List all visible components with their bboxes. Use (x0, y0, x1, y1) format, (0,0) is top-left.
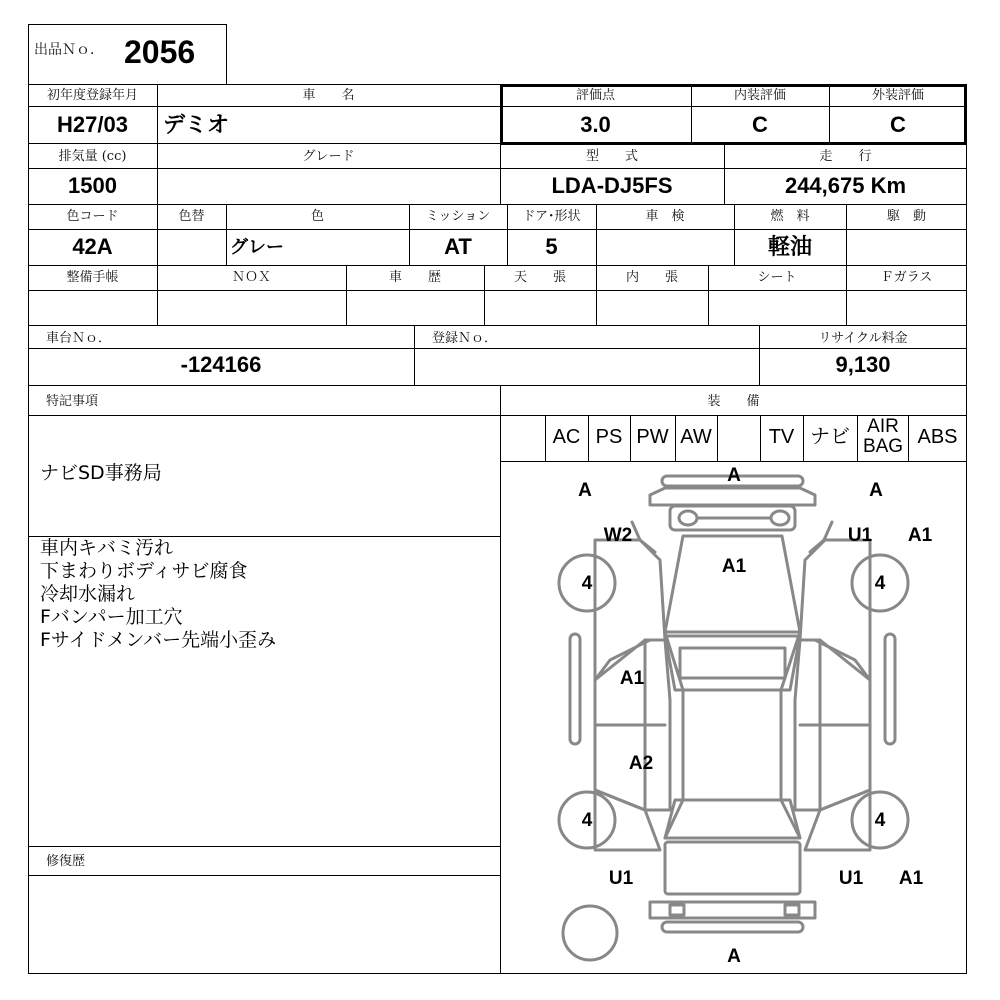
note-line: 車内キバミ汚れ (40, 537, 174, 559)
lot-number-label: 出品Ｎｏ． (34, 42, 104, 58)
color-code-value: 42A (72, 234, 113, 259)
fglass-label: Ｆガラス (880, 270, 933, 285)
chassis-value: -124166 (180, 352, 262, 377)
mark-front-left: A (578, 480, 592, 501)
equip-airbag: AIR BAG (862, 416, 904, 457)
drive-value (846, 231, 967, 263)
mark-front-right: A (869, 480, 883, 501)
inspection-value (596, 231, 734, 263)
score-value: 3.0 (580, 112, 611, 137)
mark-u1-rear-right: U1 (838, 868, 864, 889)
note-line: Fサイドメンバー先端小歪み (40, 629, 277, 651)
car-name-label: 車 名 (302, 88, 355, 103)
equip-pw: PW (636, 426, 669, 448)
drive-label: 駆 動 (886, 209, 926, 224)
mark-a1-rear-right: A1 (898, 868, 924, 889)
equip-aw: AW (680, 426, 712, 448)
mark-hood: A1 (721, 556, 747, 577)
mileage-value: 244,675 Km (784, 173, 907, 198)
mileage-label: 走 行 (819, 149, 872, 164)
color-code-label: 色コード (66, 209, 119, 224)
color-label: 色 (310, 209, 324, 224)
mark-u1-rear-left: U1 (608, 868, 634, 889)
roof-label: 天 張 (513, 270, 566, 285)
mark-u1-front-right: U1 (847, 525, 873, 546)
repair-history-label: 修復歴 (46, 854, 86, 869)
equip-abs: ABS (917, 426, 958, 448)
notes-label: 特記事項 (46, 394, 99, 409)
grade-label: グレード (302, 149, 355, 164)
mark-tire-front-right: 4 (874, 573, 886, 594)
equip-ac: AC (552, 426, 581, 448)
exterior-value: C (890, 112, 906, 137)
mark-w2: W2 (603, 525, 633, 546)
displacement-value: 1500 (68, 173, 117, 198)
equip-blank-2 (717, 417, 760, 457)
door-value: 5 (545, 234, 558, 259)
maintenance-label: 整備手帳 (66, 270, 119, 285)
exterior-label: 外装評価 (871, 88, 924, 103)
note-line: 冷却水漏れ (40, 583, 136, 605)
equip-tv: TV (768, 426, 795, 448)
mark-tire-rear-left: 4 (581, 810, 593, 831)
grade-value (157, 170, 500, 202)
first-reg-label: 初年度登録年月 (46, 88, 138, 103)
mark-tire-rear-right: 4 (874, 810, 886, 831)
note-line: 下まわりボディサビ腐食 (40, 560, 248, 582)
color-change-value (157, 231, 226, 263)
mark-a1-front-right-side: A1 (907, 525, 933, 546)
inspection-label: 車 検 (645, 209, 685, 224)
mark-front-top: A (727, 465, 741, 486)
door-label: ドア･形状 (522, 209, 581, 224)
car-name-value: デミオ (163, 112, 230, 137)
mission-label: ミッション (425, 209, 491, 224)
note-line: Fバンパー加工穴 (40, 606, 183, 628)
color-change-label: 色替 (178, 209, 205, 224)
chassis-label: 車台Ｎｏ． (46, 331, 112, 346)
color-value: グレー (230, 237, 284, 257)
mission-value: AT (444, 234, 472, 259)
equip-blank-1 (500, 417, 545, 457)
equip-ps: PS (595, 426, 623, 448)
inner-label: 内 張 (625, 270, 678, 285)
mark-rear-door-left: A2 (628, 753, 654, 774)
fuel-value: 軽油 (767, 234, 812, 259)
notes-top: ナビSD事務局 (40, 462, 162, 484)
interior-label: 内装評価 (733, 88, 786, 103)
registration-label: 登録Ｎｏ． (432, 331, 498, 346)
mark-rear: A (727, 946, 741, 967)
recycle-label: リサイクル料金 (818, 331, 908, 346)
notes-lines (40, 537, 495, 652)
mark-tire-front-left: 4 (581, 573, 593, 594)
equip-navi: ナビ (810, 426, 850, 448)
score-label: 評価点 (575, 88, 615, 103)
seat-label: シート (757, 270, 797, 285)
recycle-value: 9,130 (835, 352, 891, 377)
history-label: 車 歴 (388, 270, 441, 285)
first-reg-value: H27/03 (57, 112, 128, 137)
lot-number: 2056 (124, 34, 196, 70)
interior-value: C (752, 112, 768, 137)
registration-value (414, 349, 759, 381)
fuel-label: 燃 料 (770, 209, 810, 224)
model-label: 型 式 (585, 149, 638, 164)
displacement-label: 排気量 (cc) (58, 149, 127, 164)
model-value: LDA-DJ5FS (551, 173, 673, 198)
equipment-label: 装 備 (707, 394, 760, 409)
nox-label: ＮＯＸ (231, 270, 271, 285)
mark-front-door-left: A1 (619, 668, 645, 689)
